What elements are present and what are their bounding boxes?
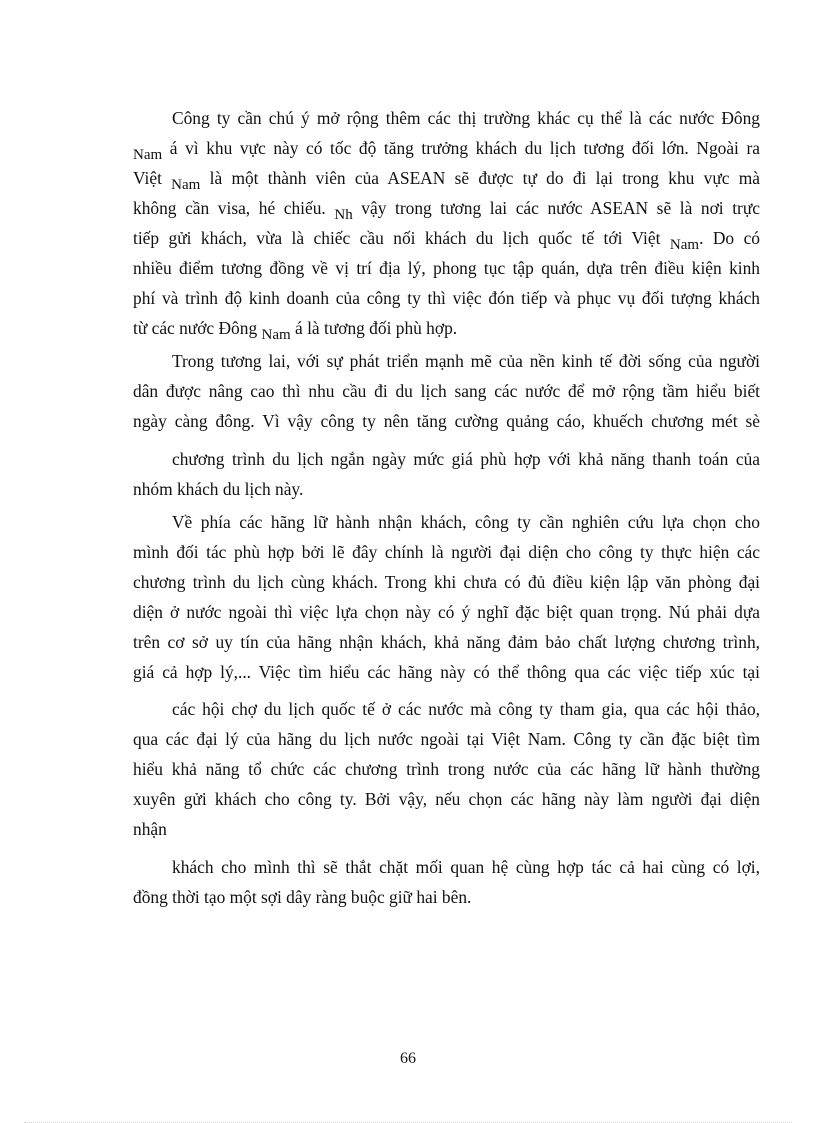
text-line: xuyên gửi khách cho công ty. Bởi vậy, nếu chọn các hãng này làm người đại diện <box>133 789 760 809</box>
lowered-text: Nam <box>669 237 700 253</box>
lowered-text: Nam <box>261 327 291 343</box>
text-line: qua các đại lý của hãng du lịch nước ngoài tại Việt Nam. Công ty cần đặc biệt tìm <box>133 729 760 749</box>
text-line: nhận <box>133 819 167 839</box>
lowered-text: Nam <box>133 147 163 163</box>
text-line: dân được nâng cao thì nhu cầu đi du lịch sang các nước để mở rộng tầm hiểu biết <box>133 381 760 401</box>
text-line: giá cả hợp lý,... Việc tìm hiểu các hãng này có thể thông qua các việc tiếp xúc tại <box>133 662 760 682</box>
text-line: diện ở nước ngoài thì việc lựa chọn này có ý nghĩ đặc biệt quan trọng. Nú phải dựa <box>133 602 760 622</box>
text-line: ngày càng đông. Vì vậy công ty nên tăng cường quảng cáo, khuếch chương mét sè <box>133 411 760 431</box>
text-line: chương trình du lịch ngắn ngày mức giá phù hợp với khả năng thanh toán của <box>172 449 760 469</box>
text-line: nhiều điểm tương đồng về vị trí địa lý, phong tục tập quán, dựa trên điều kiện kinh <box>133 258 760 278</box>
lowered-text: Nh <box>334 207 353 223</box>
text-line: không cần visa, hé chiếu. Nh vậy trong tương lai các nước ASEAN sẽ là nơi trực <box>133 198 760 223</box>
text-line: Việt Nam là một thành viên của ASEAN sẽ được tự do đi lại trong khu vực mà <box>133 168 760 193</box>
text-line: Về phía các hãng lữ hành nhận khách, công ty cần nghiên cứu lựa chọn cho <box>172 512 760 532</box>
text-line: hiểu khả năng tổ chức các chương trình trong nước của các hãng lữ hành thường <box>133 759 760 779</box>
text-line: Công ty cần chú ý mở rộng thêm các thị trường khác cụ thể là các nước Đông <box>172 108 760 128</box>
lowered-text: Nam <box>171 177 201 193</box>
text-line: mình đối tác phù hợp bởi lẽ đây chính là người đại diện cho công ty thực hiện các <box>133 542 760 562</box>
text-line: tiếp gửi khách, vừa là chiếc cầu nối khách du lịch quốc tế tới Việt Nam. Do có <box>133 228 760 253</box>
text-line: Trong tương lai, với sự phát triển mạnh mẽ của nền kinh tế đời sống của người <box>172 351 760 371</box>
text-line: phí và trình độ kinh doanh của công ty thì việc đón tiếp và phục vụ đối tượng khách <box>133 288 760 308</box>
text-line: Nam á vì khu vực này có tốc độ tăng trưởng khách du lịch tương đối lớn. Ngoài ra <box>133 138 760 163</box>
page-number: 66 <box>400 1050 416 1067</box>
text-line: nhóm khách du lịch này. <box>133 479 304 499</box>
text-line: trên cơ sở uy tín của hãng nhận khách, khả năng đảm bảo chất lượng chương trình, <box>133 632 760 652</box>
text-line: đồng thời tạo một sợi dây ràng buộc giữ hai bên. <box>133 887 472 907</box>
text-line: khách cho mình thì sẽ thắt chặt mối quan hệ cùng hợp tác cả hai cùng có lợi, <box>172 857 760 877</box>
text-line: các hội chợ du lịch quốc tế ở các nước mà công ty tham gia, qua các hội thảo, <box>172 699 760 719</box>
text-line: chương trình du lịch cùng khách. Trong khi chưa có đủ điều kiện lập văn phòng đại <box>133 572 760 592</box>
text-line: từ các nước Đông Nam á là tương đối phù hợp. <box>133 318 458 343</box>
